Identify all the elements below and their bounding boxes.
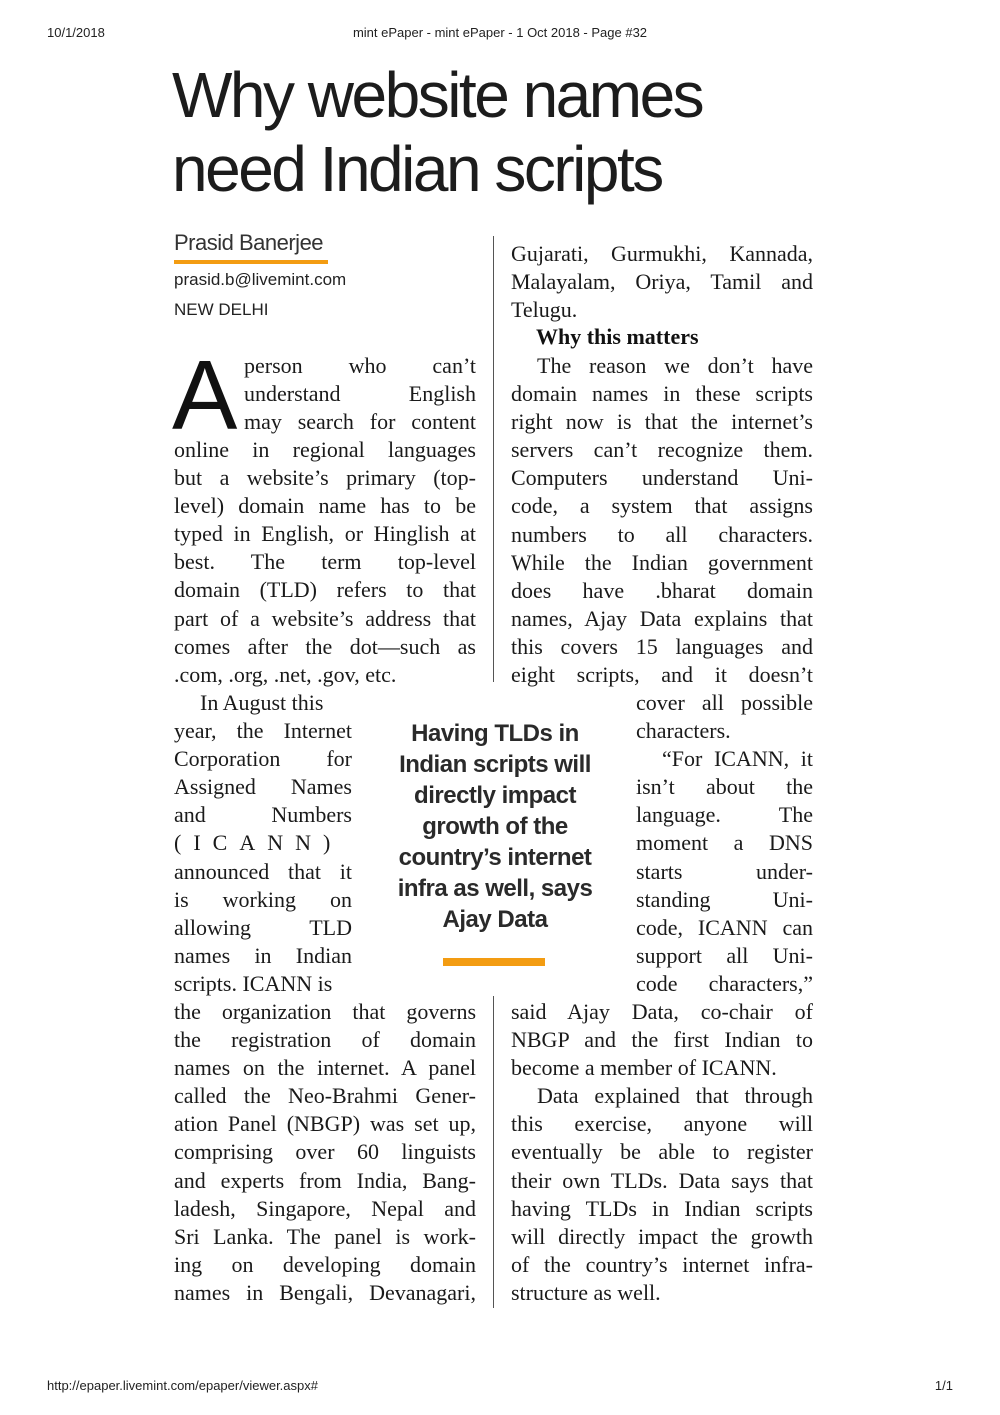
text-line: right now is that the internet’s <box>511 409 813 435</box>
text-line: Malayalam, Oriya, Tamil and <box>511 269 813 295</box>
column2-top <box>511 240 813 324</box>
text-line: part of a website’s address that <box>174 605 476 631</box>
pull-quote: Having TLDs in Indian scripts will directly impact growth of the country’s internet infra as well, says Ajay Data <box>397 720 593 933</box>
text-line: person who can’t <box>244 353 476 378</box>
text-line: eight scripts, and it doesn’t <box>511 662 813 688</box>
text-line: While the Indian government <box>511 549 813 575</box>
text-line: year, the Internet <box>174 718 352 744</box>
text-line: Sri Lanka. The panel is work- <box>174 1223 476 1249</box>
text-line: comprising over 60 linguists <box>174 1139 476 1165</box>
text-line: having TLDs in Indian scripts <box>511 1195 813 1221</box>
text-line: numbers to all characters. <box>511 521 813 547</box>
text-line: typed in English, or Hinglish at <box>174 521 476 547</box>
headline-line: Why website names <box>172 59 703 131</box>
text-line: cover all possible <box>636 690 813 715</box>
text-line: the organization that governs <box>174 999 476 1024</box>
text-line: NBGP and the first Indian to <box>511 1027 813 1053</box>
text-line: ation Panel (NBGP) was set up, <box>174 1111 476 1137</box>
column2-bottom <box>511 998 813 1307</box>
text-line: servers can’t recognize them. <box>511 437 813 463</box>
text-line: characters. <box>636 718 731 744</box>
text-line: (ICANN) <box>174 830 343 856</box>
article-headline <box>172 58 872 206</box>
text-line: will directly impact the growth <box>511 1223 813 1249</box>
column-rule <box>493 236 494 682</box>
text-line: .com, .org, .net, .gov, etc. <box>174 661 397 687</box>
column1-intro <box>174 436 476 689</box>
text-line: become a member of ICANN. <box>511 1055 777 1081</box>
text-line: support all Uni- <box>636 942 813 968</box>
text-line: “For ICANN, it <box>662 746 813 772</box>
text-line: but a website’s primary (top- <box>174 465 476 491</box>
text-line: may search for content <box>244 409 476 435</box>
text-line: Data explained that through <box>537 1083 813 1109</box>
text-line: comes after the dot—such as <box>174 633 476 659</box>
text-line: level) domain name has to be <box>174 493 476 519</box>
text-line: moment a DNS <box>636 830 813 856</box>
column1-narrow <box>174 689 352 998</box>
print-date: 10/1/2018 <box>47 25 105 40</box>
print-page-title: mint ePaper - mint ePaper - 1 Oct 2018 - Page #32 <box>352 25 648 40</box>
drop-cap: A <box>172 340 238 450</box>
text-line: eventually be able to register <box>511 1139 813 1165</box>
author-underline <box>174 260 328 264</box>
text-line: announced that it <box>174 858 352 884</box>
text-line: Corporation for <box>174 746 352 772</box>
column1-dropcap-block <box>244 352 476 436</box>
source-url: http://epaper.livemint.com/epaper/viewer.aspx# <box>47 1378 318 1393</box>
text-line: names in Bengali, Devanagari, <box>174 1279 476 1305</box>
text-line: this exercise, anyone will <box>511 1111 813 1137</box>
author-name: Prasid Banerjee <box>174 230 324 255</box>
text-line: structure as well. <box>511 1279 661 1305</box>
text-line: code, a system that assigns <box>511 493 813 519</box>
section-subhead: Why this matters <box>536 324 699 349</box>
text-line: online in regional languages <box>174 437 476 462</box>
text-line: Computers understand Uni- <box>511 465 813 491</box>
text-line: said Ajay Data, co-chair of <box>511 999 813 1024</box>
text-line: domain (TLD) refers to that <box>174 577 476 603</box>
column1-bottom <box>174 998 476 1307</box>
text-line: The reason we don’t have <box>537 353 813 378</box>
text-line: Gujarati, Gurmukhi, Kannada, <box>511 241 813 266</box>
text-line: code, ICANN can <box>636 914 813 940</box>
text-line: names in Indian <box>174 942 352 968</box>
text-line: understand English <box>244 381 476 407</box>
text-line: best. The term top-level <box>174 549 476 575</box>
text-line: ing on developing domain <box>174 1251 476 1277</box>
text-line: Telugu. <box>511 297 578 323</box>
page-counter: 1/1 <box>934 1378 953 1393</box>
text-line: names on the internet. A panel <box>174 1055 476 1081</box>
text-line: Assigned Names <box>174 774 352 800</box>
text-line: In August this <box>200 690 324 715</box>
pull-quote-rule <box>443 958 545 966</box>
text-line: code characters,” <box>636 970 813 996</box>
text-line: called the Neo-Brahmi Gener- <box>174 1083 476 1109</box>
text-line: is working on <box>174 886 352 912</box>
text-line: this covers 15 languages and <box>511 633 813 659</box>
text-line: does have .bharat domain <box>511 577 813 603</box>
text-line: of the country’s internet infra- <box>511 1251 813 1277</box>
text-line: the registration of domain <box>174 1027 476 1053</box>
text-line: domain names in these scripts <box>511 381 813 407</box>
headline-line: need Indian scripts <box>172 133 662 205</box>
author-email: prasid.b@livemint.com <box>174 270 347 289</box>
column-rule <box>493 996 494 1308</box>
text-line: starts under- <box>636 858 813 884</box>
text-line: isn’t about the <box>636 774 813 800</box>
text-line: their own TLDs. Data says that <box>511 1167 813 1193</box>
text-line: names, Ajay Data explains that <box>511 605 813 631</box>
text-line: allowing TLD <box>174 914 352 940</box>
dateline-location: NEW DELHI <box>174 300 269 319</box>
text-line: scripts. ICANN is <box>174 970 333 996</box>
text-line: and experts from India, Bang- <box>174 1167 476 1193</box>
text-line: and Numbers <box>174 802 352 828</box>
text-line: ladesh, Singapore, Nepal and <box>174 1195 476 1221</box>
text-line: standing Uni- <box>636 886 813 912</box>
text-line: language. The <box>636 802 813 828</box>
column2-narrow <box>636 689 813 998</box>
column2-body <box>511 352 813 689</box>
